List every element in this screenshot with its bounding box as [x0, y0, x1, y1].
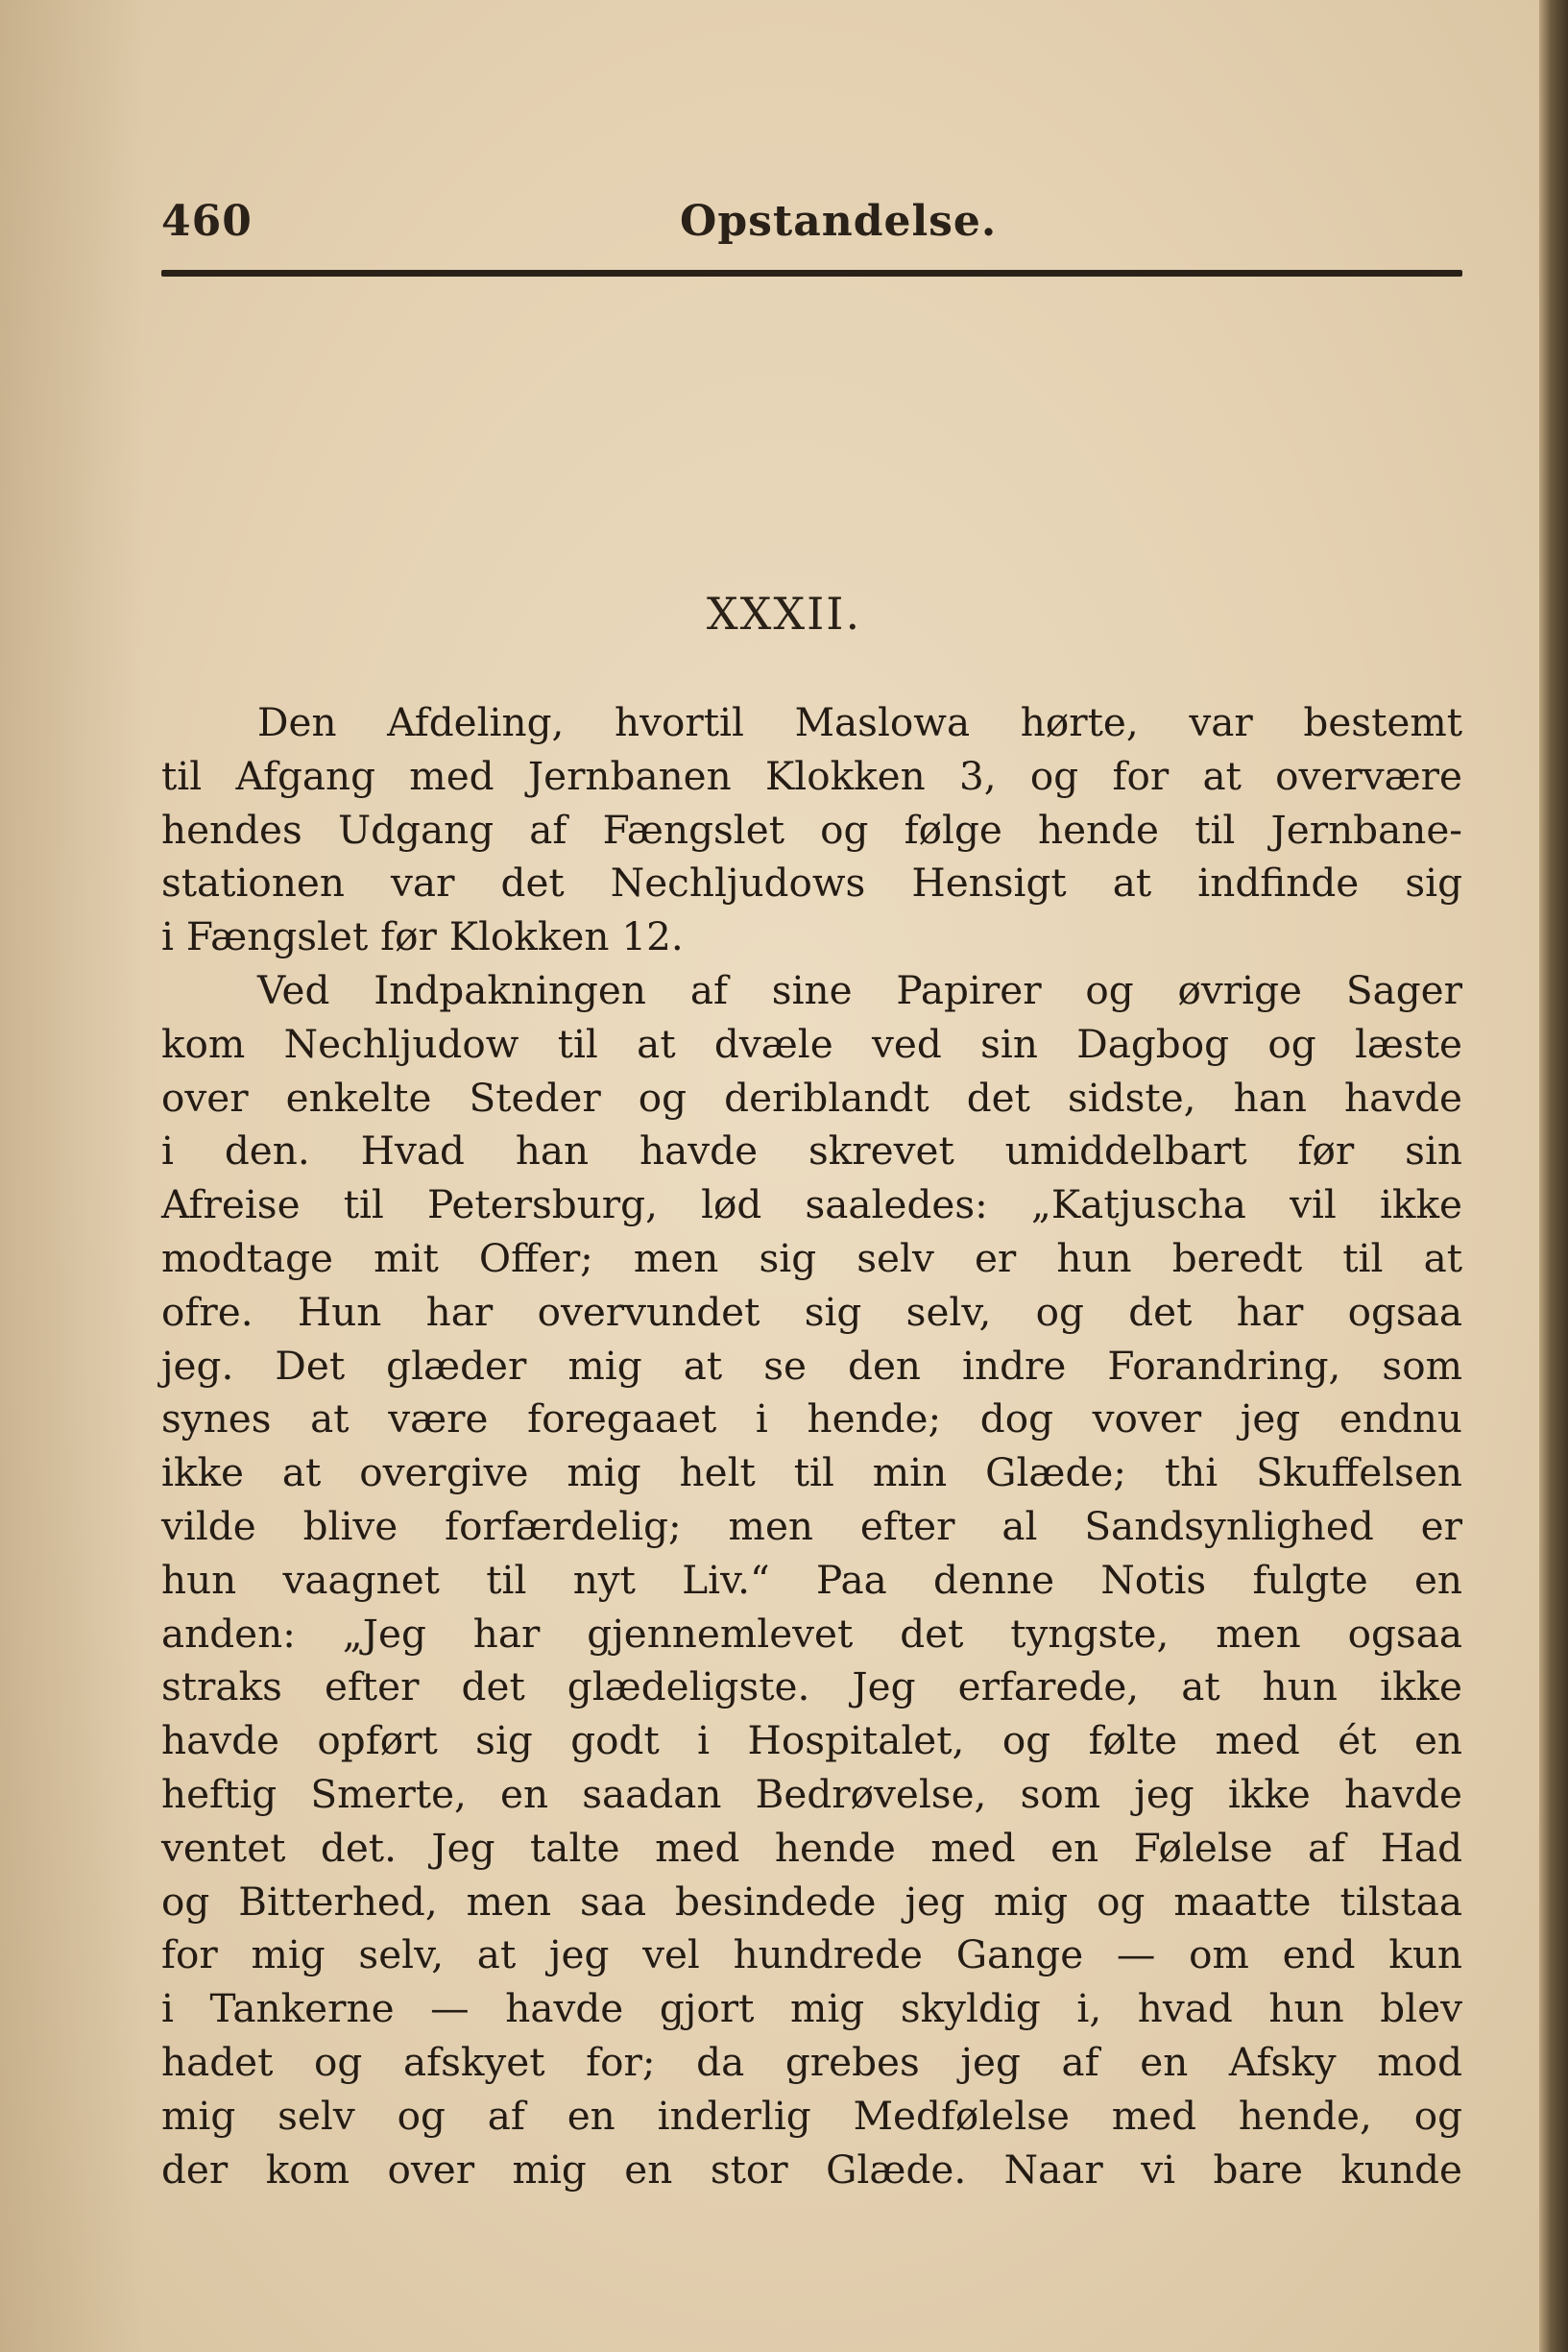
text-line: Ved Indpakningen af sine Papirer og øvrige Sager — [257, 966, 1462, 1013]
text-line: mig selv og af en inderlig Medfølelse med hende, og — [161, 2092, 1462, 2139]
text-line: ikke at overgive mig helt til min Glæde; thi Skuffelsen — [161, 1449, 1462, 1496]
text-line: for mig selv, at jeg vel hundrede Gange — om end kun — [161, 1931, 1462, 1978]
text-line: modtage mit Offer; men sig selv er hun beredt til at — [161, 1234, 1462, 1281]
text-line: stationen var det Nechljudows Hensigt at indfinde sig — [161, 860, 1462, 907]
text-line: anden: „Jeg har gjennemlevet det tyngste, men ogsaa — [161, 1610, 1462, 1657]
page-number: 460 — [161, 197, 253, 246]
text-line: straks efter det glædeligste. Jeg erfarede, at hun ikke — [161, 1663, 1462, 1710]
text-line: havde opført sig godt i Hospitalet, og følte med ét en — [161, 1717, 1462, 1764]
page-binding-edge — [1539, 0, 1568, 2352]
text-line: hadet og afskyet for; da grebes jeg af en Afsky mod — [161, 2038, 1462, 2085]
text-line: hendes Udgang af Fængslet og følge hende til Jernbane- — [161, 806, 1462, 853]
running-title: Opstandelse. — [680, 197, 998, 246]
text-line: vilde blive forfærdelig; men efter al Sandsynlighed er — [161, 1502, 1462, 1549]
chapter-heading: XXXII. — [706, 588, 862, 640]
text-line: heftig Smerte, en saadan Bedrøvelse, som jeg ikke havde — [161, 1770, 1462, 1817]
text-line: ofre. Hun har overvundet sig selv, og det har ogsaa — [161, 1288, 1462, 1335]
text-line: der kom over mig en stor Glæde. Naar vi bare kunde — [161, 2146, 1462, 2193]
text-line: i Tankerne — havde gjort mig skyldig i, hvad hun blev — [161, 1985, 1462, 2032]
text-line: og Bitterhed, men saa besindede jeg mig og maatte tilstaa — [161, 1878, 1462, 1925]
text-line: kom Nechljudow til at dvæle ved sin Dagbog og læste — [161, 1020, 1462, 1067]
text-line: til Afgang med Jernbanen Klokken 3, og for at overvære — [161, 752, 1462, 799]
text-line: synes at være foregaaet i hende; dog vover jeg endnu — [161, 1395, 1462, 1443]
text-line: i Fængslet før Klokken 12. — [161, 913, 684, 960]
text-line: i den. Hvad han havde skrevet umiddelbart før sin — [161, 1128, 1462, 1175]
text-line: ventet det. Jeg talte med hende med en Følelse af Had — [161, 1824, 1462, 1871]
text-line: Den Afdeling, hvortil Maslowa hørte, var bestemt — [257, 699, 1462, 745]
header-rule — [161, 270, 1462, 277]
text-line: Afreise til Petersburg, lød saaledes: „Katjuscha vil ikke — [161, 1181, 1462, 1228]
body-text — [161, 696, 1462, 2196]
text-line: over enkelte Steder og deriblandt det sidste, han havde — [161, 1074, 1462, 1121]
page-header — [161, 197, 1458, 255]
page-shadow-left — [0, 0, 144, 2352]
text-line: hun vaagnet til nyt Liv.“ Paa denne Notis fulgte en — [161, 1556, 1462, 1603]
text-line: jeg. Det glæder mig at se den indre Forandring, som — [161, 1342, 1462, 1389]
